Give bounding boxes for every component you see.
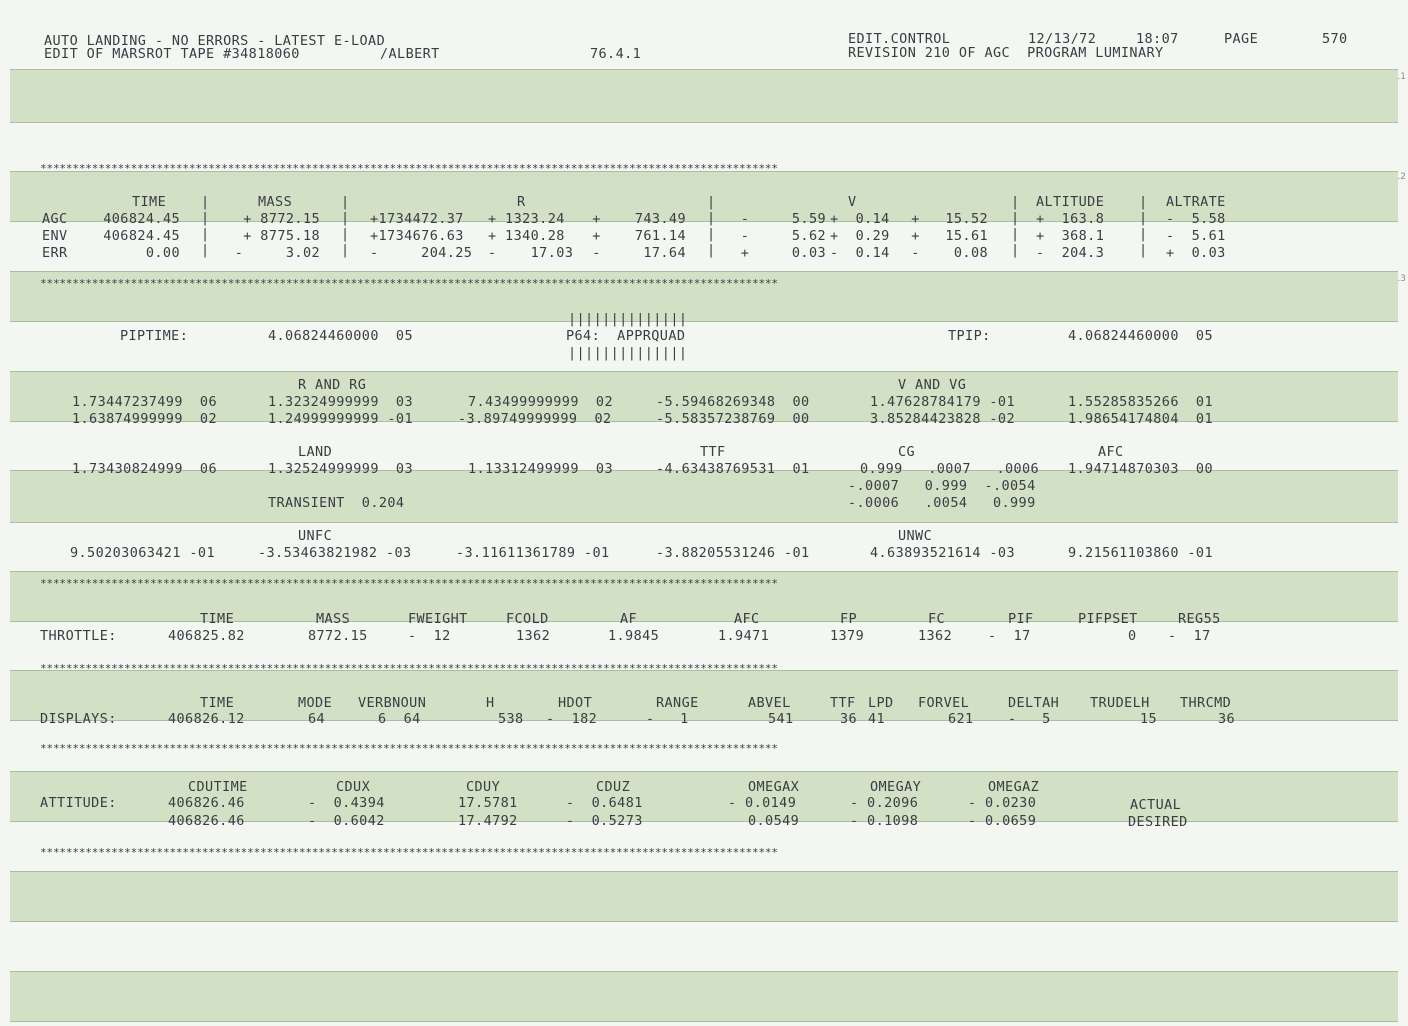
displays-header: MODE — [298, 695, 333, 711]
piptime-value: 4.06824460000 05 — [268, 328, 413, 344]
throttle-value: 0 — [1128, 628, 1137, 644]
mass-value: + 8772.15 — [243, 211, 320, 227]
displays-value: 406826.12 — [168, 711, 245, 727]
attitude-actual: - 0.0149 — [728, 795, 797, 811]
paper-band — [10, 971, 1398, 1022]
rg-value: 1.63874999999 02 — [72, 411, 217, 427]
page-label: PAGE — [1224, 31, 1259, 47]
v-y-value: + 0.14 — [830, 211, 890, 227]
v-x-value: - 5.59 — [740, 211, 826, 227]
attitude-actual: - 0.6481 — [566, 795, 643, 811]
attitude-header: OMEGAZ — [988, 779, 1040, 795]
asterisk-separator: ****************************************************************************************************************** — [40, 277, 778, 290]
throttle-header: PIFPSET — [1078, 611, 1138, 627]
displays-value: 541 — [768, 711, 794, 727]
throttle-header: PIF — [1008, 611, 1034, 627]
throttle-header: FC — [928, 611, 946, 627]
col-header-altitude: ALTITUDE — [1036, 194, 1105, 210]
margin-mark: .3 — [1397, 274, 1406, 284]
displays-header: RANGE — [656, 695, 699, 711]
asterisk-separator: ****************************************************************************************************************** — [40, 742, 778, 755]
time-value: 406824.45 — [103, 228, 180, 244]
row-label: ENV — [42, 228, 68, 244]
altitude-value: - 204.3 — [1036, 245, 1105, 261]
rg-value: -3.89749999999 02 — [458, 411, 612, 427]
throttle-value: 1362 — [918, 628, 953, 644]
throttle-value: - 17 — [1168, 628, 1211, 644]
col-header-r: R — [517, 194, 526, 210]
time-value: 406824.45 — [103, 211, 180, 227]
tpip-label: TPIP: — [948, 328, 991, 344]
throttle-header: FWEIGHT — [408, 611, 468, 627]
throttle-value: 1.9471 — [718, 628, 770, 644]
r-z-value: - 17.64 — [592, 245, 686, 261]
column-divider: | | | | — [1139, 194, 1148, 258]
r-value: -5.59468269348 00 — [656, 394, 810, 410]
unfc-value: -3.88205531246 -01 — [656, 545, 810, 561]
program-bar-bottom: |||||||||||||| — [568, 345, 688, 361]
throttle-header: FCOLD — [506, 611, 549, 627]
asterisk-separator: ****************************************************************************************************************** — [40, 577, 778, 590]
asterisk-separator: ****************************************************************************************************************** — [40, 846, 778, 859]
displays-header: TTF — [830, 695, 856, 711]
col-header-altrate: ALTRATE — [1166, 194, 1226, 210]
paper-band — [10, 69, 1398, 123]
throttle-value: 1.9845 — [608, 628, 660, 644]
tpip-value: 4.06824460000 05 — [1068, 328, 1213, 344]
r-z-value: + 761.14 — [592, 228, 686, 244]
piptime-label: PIPTIME: — [120, 328, 189, 344]
attitude-header: OMEGAY — [870, 779, 922, 795]
throttle-value: 406825.82 — [168, 628, 245, 644]
attitude-header: CDUY — [466, 779, 501, 795]
transient-value: TRANSIENT 0.204 — [268, 495, 405, 511]
displays-header: ABVEL — [748, 695, 791, 711]
r-and-rg-label: R AND RG — [298, 377, 367, 393]
v-y-value: + 0.29 — [830, 228, 890, 244]
column-divider: | | | | — [201, 194, 210, 258]
displays-header: THRCMD — [1180, 695, 1232, 711]
cg-matrix-row: -.0006 .0054 0.999 — [848, 495, 1036, 511]
unwc-value: 9.21561103860 -01 — [1068, 545, 1213, 561]
print-date: 12/13/72 — [1028, 31, 1097, 47]
unfc-value: -3.53463821982 -03 — [258, 545, 412, 561]
attitude-desired: - 0.5273 — [566, 813, 643, 829]
displays-header: TRUDELH — [1090, 695, 1150, 711]
displays-header: DELTAH — [1008, 695, 1060, 711]
altrate-value: - 5.61 — [1166, 228, 1226, 244]
v-z-value: + 15.61 — [911, 228, 988, 244]
attitude-actual: 17.5781 — [458, 795, 518, 811]
desired-label: DESIRED — [1128, 814, 1188, 830]
throttle-header: REG55 — [1178, 611, 1221, 627]
displays-value: - 182 — [546, 711, 598, 727]
throttle-header: TIME — [200, 611, 235, 627]
actual-label: ACTUAL — [1130, 797, 1182, 813]
v-x-value: + 0.03 — [740, 245, 826, 261]
throttle-header: MASS — [316, 611, 351, 627]
cg-matrix-row: 0.999 .0007 .0006 — [860, 461, 1040, 477]
asterisk-separator: ****************************************************************************************************************** — [40, 662, 778, 675]
throttle-value: 8772.15 — [308, 628, 368, 644]
attitude-actual: - 0.2096 — [850, 795, 919, 811]
asterisk-separator: ****************************************************************************************************************** — [40, 162, 778, 175]
cg-matrix-row: -.0007 0.999 -.0054 — [848, 478, 1036, 494]
v-z-value: - 0.08 — [911, 245, 988, 261]
rg-value: -5.58357238769 00 — [656, 411, 810, 427]
displays-value: 15 — [1140, 711, 1158, 727]
paper-band — [10, 470, 1398, 523]
throttle-header: FP — [840, 611, 858, 627]
v-z-value: + 15.52 — [911, 211, 988, 227]
r-value: 7.43499999999 02 — [468, 394, 613, 410]
column-divider: | | | | — [707, 194, 716, 258]
col-header-time: TIME — [132, 194, 167, 210]
displays-header: TIME — [200, 695, 235, 711]
r-y-value: + 1323.24 — [488, 211, 565, 227]
throttle-value: 1362 — [516, 628, 551, 644]
displays-value: 36 — [1218, 711, 1236, 727]
row-label: AGC — [42, 211, 68, 227]
afc-value: 1.94714870303 00 — [1068, 461, 1213, 477]
r-z-value: + 743.49 — [592, 211, 686, 227]
v-value: 1.55285835266 01 — [1068, 394, 1213, 410]
ttf-label: TTF — [700, 444, 726, 460]
displays-header: FORVEL — [918, 695, 970, 711]
page-number: 570 — [1322, 31, 1348, 47]
margin-mark: .2 — [1397, 172, 1406, 182]
run-title: AUTO LANDING - NO ERRORS - LATEST E-LOAD — [44, 33, 386, 49]
land-label: LAND — [298, 444, 333, 460]
throttle-value: 1379 — [830, 628, 865, 644]
tape-id: EDIT OF MARSROT TAPE #34818060 — [44, 46, 300, 62]
program-revision: REVISION 210 OF AGC PROGRAM LUMINARY — [848, 45, 1164, 61]
vg-value: 1.98654174804 01 — [1068, 411, 1213, 427]
afc-label: AFC — [1098, 444, 1124, 460]
v-y-value: - 0.14 — [830, 245, 890, 261]
unfc-value: -3.11611361789 -01 — [456, 545, 610, 561]
r-value: 1.73447237499 06 — [72, 394, 217, 410]
attitude-header: OMEGAX — [748, 779, 800, 795]
displays-label: DISPLAYS: — [40, 711, 117, 727]
displays-value: - 5 — [1008, 711, 1051, 727]
attitude-actual: - 0.4394 — [308, 795, 385, 811]
r-y-value: - 17.03 — [488, 245, 574, 261]
attitude-header: CDUTIME — [188, 779, 248, 795]
attitude-actual: - 0.0230 — [968, 795, 1037, 811]
row-label: ERR — [42, 245, 68, 261]
throttle-header: AF — [620, 611, 638, 627]
unwc-label: UNWC — [898, 528, 933, 544]
attitude-desired: 406826.46 — [168, 813, 245, 829]
displays-header: VERBNOUN — [358, 695, 427, 711]
r-y-value: + 1340.28 — [488, 228, 565, 244]
vg-value: 3.85284423828 -02 — [870, 411, 1015, 427]
mass-value: - 3.02 — [234, 245, 320, 261]
displays-value: 64 — [308, 711, 326, 727]
program-name: P64: APPRQUAD — [566, 328, 686, 344]
throttle-label: THROTTLE: — [40, 628, 117, 644]
altitude-value: + 368.1 — [1036, 228, 1105, 244]
r-x-value: +1734472.37 — [370, 211, 464, 227]
displays-value: 6 64 — [378, 711, 421, 727]
displays-value: 621 — [948, 711, 974, 727]
land-value: 1.73430824999 06 — [72, 461, 217, 477]
altrate-value: + 0.03 — [1166, 245, 1226, 261]
attitude-desired: - 0.1098 — [850, 813, 919, 829]
time-value: 0.00 — [145, 245, 180, 261]
r-value: 1.32324999999 03 — [268, 394, 413, 410]
col-header-v: V — [848, 194, 857, 210]
v-and-vg-label: V AND VG — [898, 377, 967, 393]
attitude-desired: 17.4792 — [458, 813, 518, 829]
margin-mark: .1 — [1397, 72, 1406, 82]
throttle-header: AFC — [734, 611, 760, 627]
altrate-value: - 5.58 — [1166, 211, 1226, 227]
cg-label: CG — [898, 444, 916, 460]
displays-header: H — [486, 695, 495, 711]
attitude-desired: - 0.0659 — [968, 813, 1037, 829]
edit-control-label: EDIT.CONTROL — [848, 31, 951, 47]
unwc-value: 4.63893521614 -03 — [870, 545, 1015, 561]
column-divider: | | | | — [341, 194, 350, 258]
unfc-label: UNFC — [298, 528, 333, 544]
throttle-value: - 17 — [988, 628, 1031, 644]
ttf-value: -4.63438769531 01 — [656, 461, 810, 477]
r-x-value: +1734676.63 — [370, 228, 464, 244]
displays-value: - 1 — [646, 711, 689, 727]
attitude-desired: 0.0549 — [748, 813, 800, 829]
attitude-desired: - 0.6042 — [308, 813, 385, 829]
attitude-label: ATTITUDE: — [40, 795, 117, 811]
v-x-value: - 5.62 — [740, 228, 826, 244]
attitude-header: CDUZ — [596, 779, 631, 795]
operator-name: /ALBERT — [380, 46, 440, 62]
displays-value: 538 — [498, 711, 524, 727]
print-time: 18:07 — [1136, 31, 1179, 47]
r-x-value: - 204.25 — [370, 245, 473, 261]
rg-value: 1.24999999999 -01 — [268, 411, 413, 427]
column-divider: | | | | — [1011, 194, 1020, 258]
attitude-actual: 406826.46 — [168, 795, 245, 811]
mass-value: + 8775.18 — [243, 228, 320, 244]
program-bar-top: |||||||||||||| — [568, 311, 688, 327]
col-header-mass: MASS — [258, 194, 293, 210]
unfc-value: 9.50203063421 -01 — [70, 545, 215, 561]
paper-band — [10, 871, 1398, 922]
displays-header: HDOT — [558, 695, 593, 711]
displays-value: 36 — [840, 711, 858, 727]
throttle-value: - 12 — [408, 628, 451, 644]
altitude-value: + 163.8 — [1036, 211, 1105, 227]
displays-header: LPD — [868, 695, 894, 711]
land-value: 1.13312499999 03 — [468, 461, 613, 477]
attitude-header: CDUX — [336, 779, 371, 795]
v-value: 1.47628784179 -01 — [870, 394, 1015, 410]
displays-value: 41 — [868, 711, 886, 727]
version-number: 76.4.1 — [590, 46, 642, 62]
land-value: 1.32524999999 03 — [268, 461, 413, 477]
